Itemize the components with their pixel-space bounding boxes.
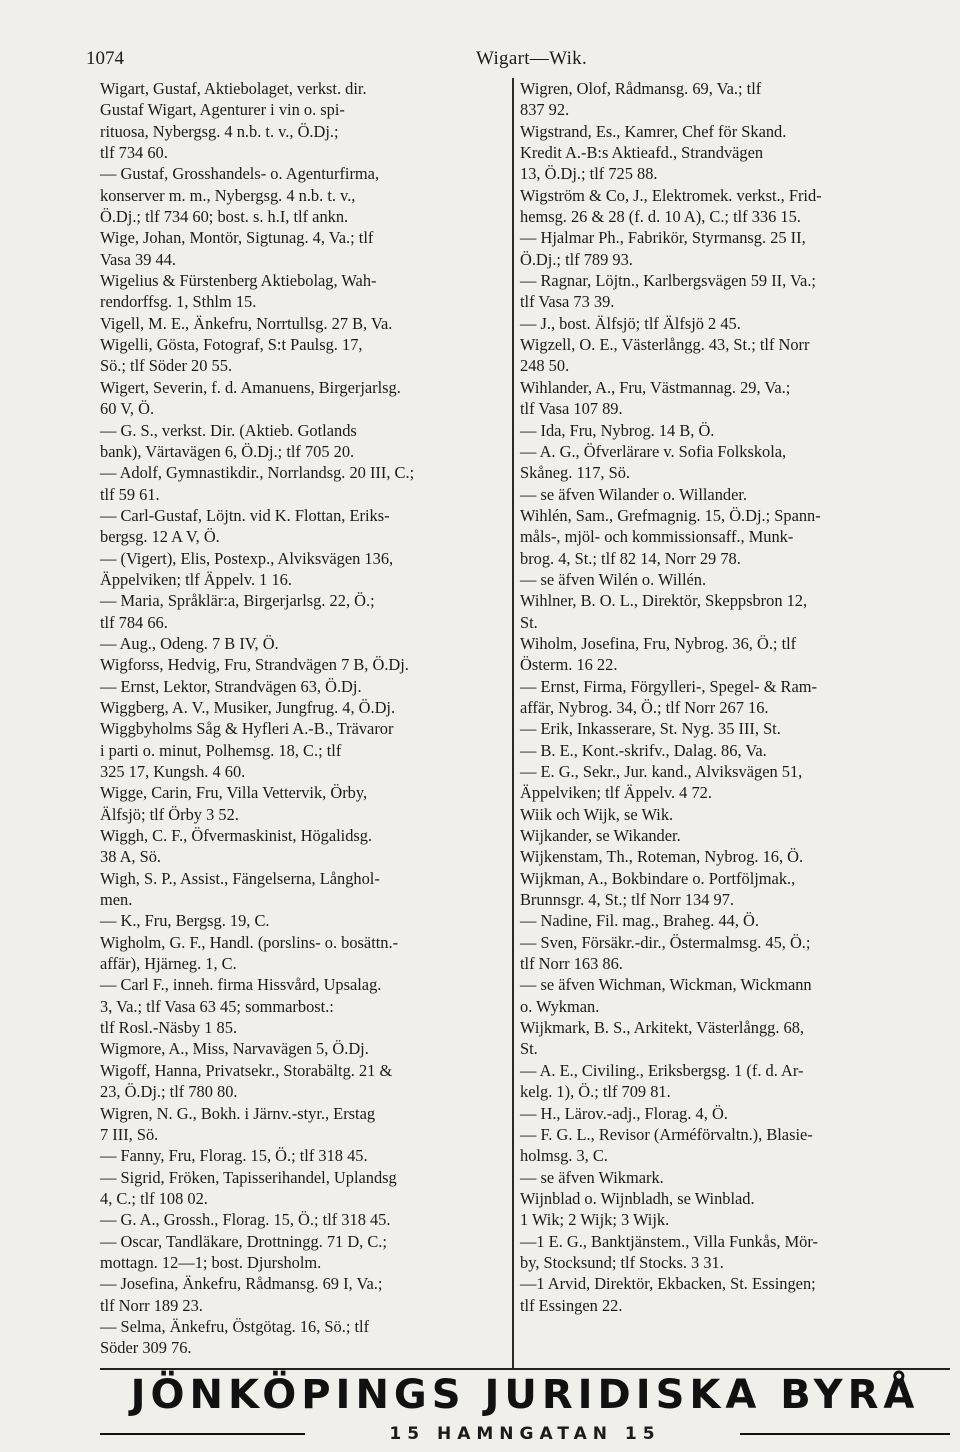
entry-line: rendorffsg. 1, Sthlm 15. <box>100 292 257 312</box>
directory-entry <box>520 313 952 334</box>
entry-line: — E. G., Sekr., Jur. kand., Alviksvägen 51, <box>520 762 803 781</box>
directory-entry <box>520 227 952 270</box>
entry-line: 7 III, Sö. <box>100 1124 159 1144</box>
entry-line: tlf Essingen 22. <box>520 1295 623 1315</box>
directory-entry <box>100 377 505 420</box>
directory-entry <box>520 974 952 1017</box>
entry-line: — se äfven Wilén o. Willén. <box>520 569 707 589</box>
page-header <box>86 48 920 74</box>
directory-entry <box>100 548 505 591</box>
directory-entry <box>520 1167 952 1188</box>
directory-entry <box>100 462 505 505</box>
entry-line: Ö.Dj.; tlf 789 93. <box>520 249 633 269</box>
entry-line: — Ernst, Firma, Förgylleri-, Spegel- & Ram- <box>520 676 817 696</box>
directory-entry <box>520 420 952 441</box>
directory-entry <box>520 1060 952 1103</box>
directory-entry <box>100 1231 505 1274</box>
entry-line: bank), Värtavägen 6, Ö.Dj.; tlf 705 20. <box>100 441 355 461</box>
directory-entry <box>100 697 505 718</box>
entry-line: — Erik, Inkasserare, St. Nyg. 35 III, St. <box>520 719 781 739</box>
entry-line: 23, Ö.Dj.; tlf 780 80. <box>100 1082 238 1102</box>
directory-entry <box>520 484 952 505</box>
directory-entry <box>520 740 952 761</box>
entry-line: 1 Wik; 2 Wijk; 3 Wijk. <box>520 1210 670 1230</box>
directory-entry <box>520 121 952 185</box>
entry-line: kelg. 1), Ö.; tlf 709 81. <box>520 1082 671 1102</box>
entry-line: Wiggberg, A. V., Musiker, Jungfrug. 4, Ö.Dj. <box>100 697 396 717</box>
entry-line: — se äfven Wichman, Wickman, Wickmann <box>520 975 812 995</box>
entry-line: brog. 4, St.; tlf 82 14, Norr 29 78. <box>520 548 741 568</box>
entry-line: Wijkenstam, Th., Roteman, Nybrog. 16, Ö. <box>520 847 804 867</box>
entry-line: Wigren, Olof, Rådmansg. 69, Va.; tlf <box>520 79 762 98</box>
entry-line: Wihlén, Sam., Grefmagnig. 15, Ö.Dj.; Spann- <box>520 505 821 525</box>
entry-line: — Adolf, Gymnastikdir., Norrlandsg. 20 III, C.; <box>100 463 415 483</box>
entry-line: Wigh, S. P., Assist., Fängelserna, Långhol- <box>100 868 380 888</box>
directory-entry <box>100 654 505 675</box>
entry-line: affär), Hjärneg. 1, C. <box>100 954 237 974</box>
directory-entry <box>520 334 952 377</box>
footer-rule <box>100 1368 950 1370</box>
running-head: Wigart—Wik. <box>476 48 587 69</box>
directory-entry <box>100 163 505 227</box>
entry-line: tlf 734 60. <box>100 143 168 163</box>
entry-line: Skåneg. 117, Sö. <box>520 463 631 483</box>
entry-line: — B. E., Kont.-skrifv., Dalag. 86, Va. <box>520 740 767 760</box>
directory-entry <box>520 1017 952 1060</box>
directory-entry <box>100 932 505 975</box>
entry-line: Wigert, Severin, f. d. Amanuens, Birgerjarlsg. <box>100 377 401 397</box>
entry-line: — Selma, Änkefru, Östgötag. 16, Sö.; tlf <box>100 1316 370 1336</box>
left-column <box>100 78 505 1359</box>
directory-entry <box>520 377 952 420</box>
entry-line: — Maria, Språklär:a, Birgerjarlsg. 22, Ö.; <box>100 591 375 611</box>
advertisement-address: 15 HAMNGATAN 15 <box>389 1424 661 1444</box>
directory-entry <box>520 185 952 228</box>
entry-line: —1 E. G., Banktjänstem., Villa Funkås, Mör- <box>520 1231 818 1251</box>
entry-line: hemsg. 26 & 28 (f. d. 10 A), C.; tlf 336 15. <box>520 207 801 227</box>
entry-line: Wigoff, Hanna, Privatsekr., Storabältg. 21 & <box>100 1060 393 1080</box>
entry-line: —1 Arvid, Direktör, Ekbacken, St. Essingen; <box>520 1274 816 1294</box>
directory-entry <box>100 1316 505 1359</box>
entry-line: — se äfven Wikmark. <box>520 1167 664 1187</box>
entry-line: — se äfven Wilander o. Willander. <box>520 484 748 504</box>
ad-rule-right <box>740 1433 950 1435</box>
directory-entry <box>100 974 505 1038</box>
entry-line: — H., Lärov.-adj., Florag. 4, Ö. <box>520 1103 728 1123</box>
entry-line: Wiggh, C. F., Öfvermaskinist, Högalidsg. <box>100 826 373 846</box>
entry-line: 3, Va.; tlf Vasa 63 45; sommarbost.: <box>100 996 334 1016</box>
directory-entry <box>520 441 952 484</box>
directory-entry <box>520 1209 952 1230</box>
entry-line: St. <box>520 612 538 632</box>
directory-entry <box>520 761 952 804</box>
directory-entry <box>100 1209 505 1230</box>
entry-line: Kredit A.-B:s Aktieafd., Strandvägen <box>520 143 764 163</box>
entry-line: Wige, Johan, Montör, Sigtunag. 4, Va.; tlf <box>100 228 374 248</box>
entry-line: affär, Nybrog. 34, Ö.; tlf Norr 267 16. <box>520 697 769 717</box>
entry-line: — F. G. L., Revisor (Arméförvaltn.), Blasie- <box>520 1124 813 1144</box>
entry-line: mottagn. 12—1; bost. Djursholm. <box>100 1252 322 1272</box>
directory-entry <box>520 825 952 846</box>
directory-entry <box>100 270 505 313</box>
entry-line: Wigstrand, Es., Kamrer, Chef för Skand. <box>520 121 787 141</box>
entry-line: by, Stocksund; tlf Stocks. 3 31. <box>520 1252 724 1272</box>
directory-entry <box>520 633 952 676</box>
directory-entry <box>100 868 505 911</box>
directory-entry <box>100 718 505 782</box>
entry-line: tlf Norr 163 86. <box>520 954 623 974</box>
directory-entry <box>100 1273 505 1316</box>
entry-line: tlf 59 61. <box>100 484 160 504</box>
entry-line: Wigren, N. G., Bokh. i Järnv.-styr., Erstag <box>100 1103 376 1123</box>
directory-entry <box>520 846 952 867</box>
directory-entry <box>520 718 952 739</box>
entry-line: Wigmore, A., Miss, Narvavägen 5, Ö.Dj. <box>100 1039 369 1059</box>
entry-line: Äppelviken; tlf Äppelv. 4 72. <box>520 783 712 803</box>
entry-line: — Hjalmar Ph., Fabrikör, Styrmansg. 25 II, <box>520 228 806 248</box>
directory-entry <box>100 1167 505 1210</box>
entry-line: Wihlner, B. O. L., Direktör, Skeppsbron 12, <box>520 591 808 611</box>
entry-line: tlf Vasa 73 39. <box>520 292 615 312</box>
entry-line: — Fanny, Fru, Florag. 15, Ö.; tlf 318 45. <box>100 1146 368 1166</box>
entry-line: Älfsjö; tlf Örby 3 52. <box>100 804 239 824</box>
right-column <box>520 78 952 1316</box>
entry-line: — Gustaf, Grosshandels- o. Agenturfirma, <box>100 164 380 184</box>
directory-entry <box>100 78 505 163</box>
entry-line: holmsg. 3, C. <box>520 1146 608 1166</box>
entry-line: 13, Ö.Dj.; tlf 725 88. <box>520 164 658 184</box>
directory-entry <box>100 782 505 825</box>
entry-line: 60 V, Ö. <box>100 399 155 419</box>
entry-line: Wijnblad o. Wijnbladh, se Winblad. <box>520 1188 755 1208</box>
directory-entry <box>100 825 505 868</box>
directory-entry <box>520 78 952 121</box>
entry-line: Wijkman, A., Bokbindare o. Portföljmak., <box>520 868 796 888</box>
entry-line: — G. A., Grossh., Florag. 15, Ö.; tlf 318 45. <box>100 1210 391 1230</box>
directory-entry <box>520 868 952 911</box>
entry-line: Wigholm, G. F., Handl. (porslins- o. bosättn.- <box>100 932 399 952</box>
entry-line: Gustaf Wigart, Agenturer i vin o. spi- <box>100 100 345 120</box>
entry-line: — Nadine, Fil. mag., Braheg. 44, Ö. <box>520 911 759 931</box>
entry-line: — Sigrid, Fröken, Tapisserihandel, Uplandsg <box>100 1167 397 1187</box>
entry-line: o. Wykman. <box>520 996 600 1016</box>
directory-entry <box>520 1103 952 1124</box>
directory-entry <box>100 1038 505 1059</box>
directory-entry <box>520 569 952 590</box>
entry-line: — J., bost. Älfsjö; tlf Älfsjö 2 45. <box>520 313 741 333</box>
directory-entry <box>100 910 505 931</box>
directory-entry <box>520 804 952 825</box>
entry-line: Wijkmark, B. S., Arkitekt, Västerlångg. 68, <box>520 1018 805 1038</box>
entry-line: Vasa 39 44. <box>100 249 177 269</box>
entry-line: Ö.Dj.; tlf 734 60; bost. s. h.I, tlf ankn. <box>100 207 349 227</box>
entry-line: — A. G., Öfverlärare v. Sofia Folkskola, <box>520 441 787 461</box>
entry-line: Vigell, M. E., Änkefru, Norrtullsg. 27 B, Va. <box>100 313 393 333</box>
entry-line: — Josefina, Änkefru, Rådmansg. 69 I, Va.; <box>100 1274 383 1294</box>
directory-entry <box>520 505 952 569</box>
directory-entry <box>100 313 505 334</box>
directory-entry <box>100 420 505 463</box>
entry-line: Wijkander, se Wikander. <box>520 826 681 846</box>
page-number: 1074 <box>86 48 124 69</box>
entry-line: Wigge, Carin, Fru, Villa Vettervik, Örby, <box>100 783 368 803</box>
entry-line: måls-, mjöl- och kommissionsaff., Munk- <box>520 527 794 547</box>
entry-line: Österm. 16 22. <box>520 655 618 675</box>
directory-entry <box>520 270 952 313</box>
entry-line: Wigelius & Fürstenberg Aktiebolag, Wah- <box>100 271 377 291</box>
directory-entry <box>520 1273 952 1316</box>
entry-line: 325 17, Kungsh. 4 60. <box>100 762 246 781</box>
entry-line: 38 A, Sö. <box>100 847 162 867</box>
entry-line: Wiholm, Josefina, Fru, Nybrog. 36, Ö.; tlf <box>520 633 797 653</box>
entry-line: — K., Fru, Bergsg. 19, C. <box>100 911 270 931</box>
entry-line: — Aug., Odeng. 7 B IV, Ö. <box>100 633 279 653</box>
entry-line: — (Vigert), Elis, Postexp., Alviksvägen 136, <box>100 548 394 568</box>
entry-line: — Ida, Fru, Nybrog. 14 B, Ö. <box>520 420 715 440</box>
entry-line: — G. S., verkst. Dir. (Aktieb. Gotlands <box>100 420 357 440</box>
entry-line: tlf 784 66. <box>100 612 168 632</box>
entry-line: men. <box>100 890 133 910</box>
directory-entry <box>100 676 505 697</box>
directory-entry <box>100 334 505 377</box>
entry-line: Sö.; tlf Söder 20 55. <box>100 356 233 376</box>
entry-line: tlf Vasa 107 89. <box>520 399 623 419</box>
entry-line: Wigzell, O. E., Västerlångg. 43, St.; tlf Norr <box>520 335 810 355</box>
directory-entry <box>100 1103 505 1146</box>
entry-line: Wigelli, Gösta, Fotograf, S:t Paulsg. 17, <box>100 335 363 355</box>
entry-line: tlf Norr 189 23. <box>100 1295 203 1315</box>
entry-line: konserver m. m., Nybergsg. 4 n.b. t. v., <box>100 185 356 205</box>
entry-line: Wiggbyholms Såg & Hyfleri A.-B., Trävaror <box>100 719 394 739</box>
entry-line: 4, C.; tlf 108 02. <box>100 1188 208 1208</box>
directory-entry <box>100 1060 505 1103</box>
entry-line: — A. E., Civiling., Eriksbergsg. 1 (f. d. Ar- <box>520 1060 804 1080</box>
entry-line: Wiik och Wijk, se Wik. <box>520 804 674 824</box>
entry-line: — Sven, Försäkr.-dir., Östermalmsg. 45, Ö.; <box>520 932 811 952</box>
entry-line: Wigforss, Hedvig, Fru, Strandvägen 7 B, Ö.Dj. <box>100 655 409 675</box>
entry-line: Brunnsgr. 4, St.; tlf Norr 134 97. <box>520 890 734 910</box>
entry-line: Söder 309 76. <box>100 1338 192 1358</box>
directory-entry <box>100 227 505 270</box>
directory-entry <box>520 932 952 975</box>
entry-line: St. <box>520 1039 538 1059</box>
advertisement-title: JÖNKÖPINGS JURIDISKA BYRÅ <box>130 1372 920 1418</box>
entry-line: — Carl F., inneh. firma Hissvård, Upsalag. <box>100 975 382 995</box>
directory-entry <box>100 505 505 548</box>
advertisement-address-row <box>100 1424 950 1444</box>
directory-entry <box>520 676 952 719</box>
entry-line: i parti o. minut, Polhemsg. 18, C.; tlf <box>100 740 342 760</box>
entry-line: tlf Rosl.-Näsby 1 85. <box>100 1018 238 1038</box>
entry-line: — Ernst, Lektor, Strandvägen 63, Ö.Dj. <box>100 676 362 696</box>
directory-entry <box>520 910 952 931</box>
entry-line: — Carl-Gustaf, Löjtn. vid K. Flottan, Eriks- <box>100 505 390 525</box>
directory-entry <box>520 1188 952 1209</box>
entry-line: 837 92. <box>520 100 570 120</box>
entry-line: bergsg. 12 A V, Ö. <box>100 527 220 547</box>
entry-line: Äppelviken; tlf Äppelv. 1 16. <box>100 569 292 589</box>
entry-line: 248 50. <box>520 356 570 376</box>
column-divider <box>512 78 514 1368</box>
entry-line: Wihlander, A., Fru, Västmannag. 29, Va.; <box>520 377 791 397</box>
entry-line: Wigström & Co, J., Elektromek. verkst., Frid- <box>520 185 822 205</box>
directory-entry <box>520 1231 952 1274</box>
directory-entry <box>100 590 505 633</box>
entry-line: — Ragnar, Löjtn., Karlbergsvägen 59 II, Va.; <box>520 271 816 291</box>
directory-entry <box>520 590 952 633</box>
entry-line: rituosa, Nybergsg. 4 n.b. t. v., Ö.Dj.; <box>100 121 339 141</box>
directory-entry <box>520 1124 952 1167</box>
entry-line: Wigart, Gustaf, Aktiebolaget, verkst. dir. <box>100 79 367 98</box>
directory-entry <box>100 633 505 654</box>
directory-entry <box>100 1145 505 1166</box>
entry-line: — Oscar, Tandläkare, Drottningg. 71 D, C.; <box>100 1231 387 1251</box>
ad-rule-left <box>100 1433 305 1435</box>
